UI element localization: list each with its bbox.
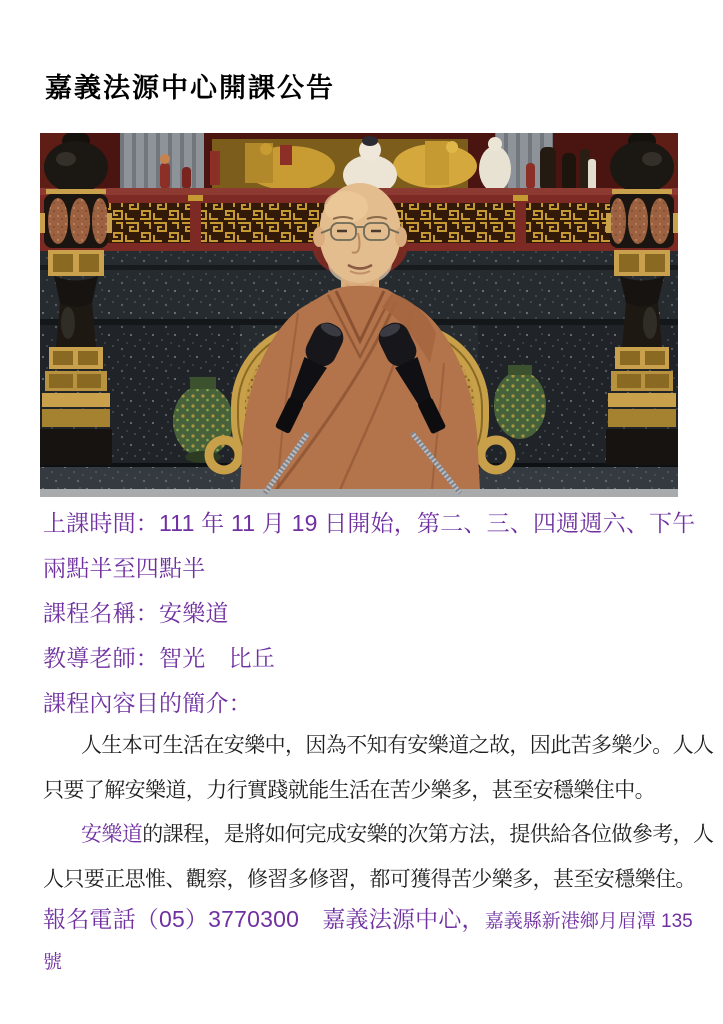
contact-line-1 (43, 901, 693, 934)
contact-line-2: 號 (43, 952, 63, 973)
contact-address: 嘉義縣新港鄉月眉潭 135 (484, 911, 693, 932)
schedule-line-1: 上課時間：111 年 11 月 19 日開始，第二、三、四週週六、下午 (43, 510, 696, 536)
schedule-line-2: 兩點半至四點半 (43, 555, 206, 581)
intro-paragraph1-line1: 人生本可生活在安樂中，因為不知有安樂道之故，因此苦多樂少。人人 (81, 734, 714, 757)
intro-paragraph1-line2: 只要了解安樂道，力行實踐就能生活在苦少樂多，甚至安穩樂住中。 (43, 779, 655, 802)
intro-paragraph2-line1-rest: 的課程，是將如何完成安樂的次第方法，提供給各位做參考，人 (142, 823, 714, 846)
intro-paragraph2-line1 (43, 818, 721, 848)
lecture-photo (40, 133, 678, 497)
course-name-line: 課程名稱：安樂道 (43, 600, 229, 626)
teacher-line: 教導老師：智光 比丘 (43, 645, 275, 671)
contact-phone: 報名電話（05）3770300 嘉義法源中心， (43, 906, 485, 932)
course-keyword-highlight: 安樂道 (81, 823, 143, 846)
temple-scene-illustration (40, 133, 678, 497)
intro-paragraph2-line2: 人只要正思惟、觀察，修習多修習，都可獲得苦少樂多，甚至安穩樂住。 (43, 868, 696, 891)
page-title: 嘉義法源中心開課公告 (45, 73, 335, 104)
intro-heading-line: 課程內容目的簡介： (43, 690, 252, 716)
